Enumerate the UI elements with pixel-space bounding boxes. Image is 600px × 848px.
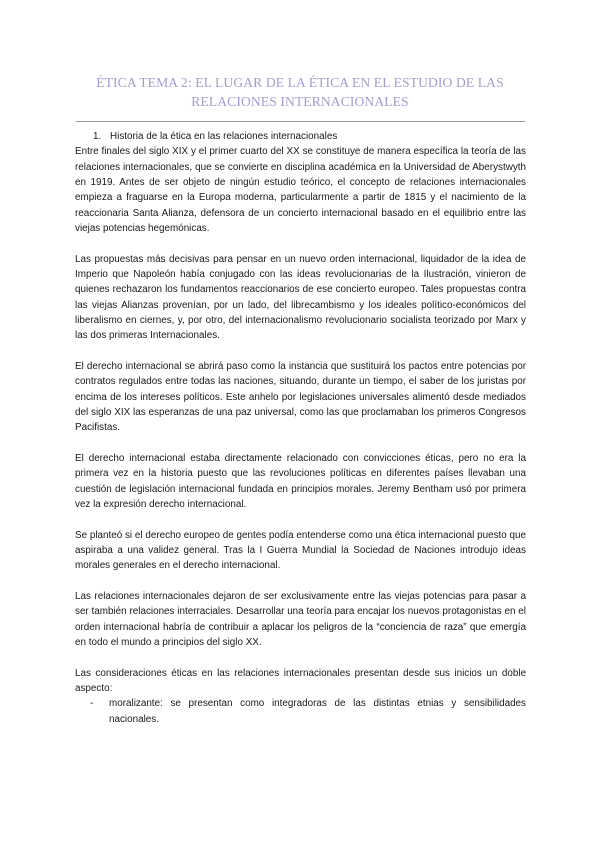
paragraph: Entre finales del siglo XIX y el primer cuarto del XX se constituye de manera específica la teoría de las relaciones internacionales, que se convierte en disciplina académica en la Universidad de Aberystwyth en 1919. Antes de ser objeto de ningún estudio teórico, el concepto de relaciones internacionales empieza a fraguarse en la Europa moderna, particularmente a partir de 1815 y el nacimiento de la reaccionaria Santa Alianza, defensora de un concierto internacional basado en el equilibrio entre las viejas potencias hegemónicas. bbox=[75, 146, 526, 235]
paragraph: Las propuestas más decisivas para pensar en un nuevo orden internacional, liquidador de la idea de Imperio que Napoleón había conjugado con las ideas revolucionarias de la Ilustración, vinieron de quienes rechazaron los fundamentos reaccionarios de ese concierto europeo. Tales propuestas contra las viejas Alianzas provenían, por un lado, del librecambismo y los ideales político-económicos del liberalismo en ciernes, y, por otro, del internacionalismo revolucionario socialista teorizado por Marx y las dos primeras Internacionales. bbox=[75, 253, 526, 342]
paragraph: Las relaciones internacionales dejaron de ser exclusivamente entre las viejas potencias para pasar a ser también relaciones interraciales. Desarrollar una teoría para encajar los nuevos protagonistas en el orden internacional habría de contribuir a aplacar los peligros de la “conciencia de raza” que emergía en todo el mundo a principios del siglo XX. bbox=[75, 591, 526, 649]
section-title: Historia de la ética en las relaciones internacionales bbox=[110, 131, 338, 142]
paragraph: El derecho internacional se abrirá paso como la instancia que sustituirá los pactos entre potencias por contratos regulados entre todas las naciones, situando, durante un tiempo, el saber de los juristas por encima de los intereses políticos. Este anhelo por legislaciones universales alimentó desde mediados del siglo XIX las esperanzas de una paz universal, como las que proclamaban los primeros Congresos Pacifistas. bbox=[75, 361, 526, 434]
bullet-item bbox=[75, 696, 526, 727]
bullet-marker: - bbox=[90, 698, 94, 710]
section-heading bbox=[75, 129, 526, 144]
bullet-text: moralizante: se presentan como integradoras de las distintas etnias y sensibilidades nacionales. bbox=[109, 698, 526, 725]
title-line-1: ÉTICA TEMA 2: EL LUGAR DE LA ÉTICA EN EL ESTUDIO DE LAS bbox=[96, 75, 504, 90]
paragraph: Se planteó si el derecho europeo de gentes podía entenderse como una ética internacional puesto que aspiraba a una validez general. Tras la I Guerra Mundial la Sociedad de Naciones introdujo ideas morales generales en el derecho internacional. bbox=[75, 529, 526, 572]
title-line-2: RELACIONES INTERNACIONALES bbox=[191, 93, 409, 109]
section-number: 1. bbox=[93, 131, 102, 142]
document-title bbox=[60, 74, 540, 111]
document-body bbox=[75, 129, 526, 727]
paragraph: Las consideraciones éticas en las relaciones internacionales presentan desde sus inicios un doble aspecto: bbox=[75, 667, 526, 695]
paragraph: El derecho internacional estaba directamente relacionado con convicciones éticas, pero no era la primera vez en la historia puesto que las revoluciones políticas en diferentes países llevaban una cuestión de legislación internacional fundada en principios morales. Jeremy Bentham usó por primera vez la expresión derecho internacional. bbox=[75, 453, 526, 511]
title-divider bbox=[76, 121, 525, 122]
